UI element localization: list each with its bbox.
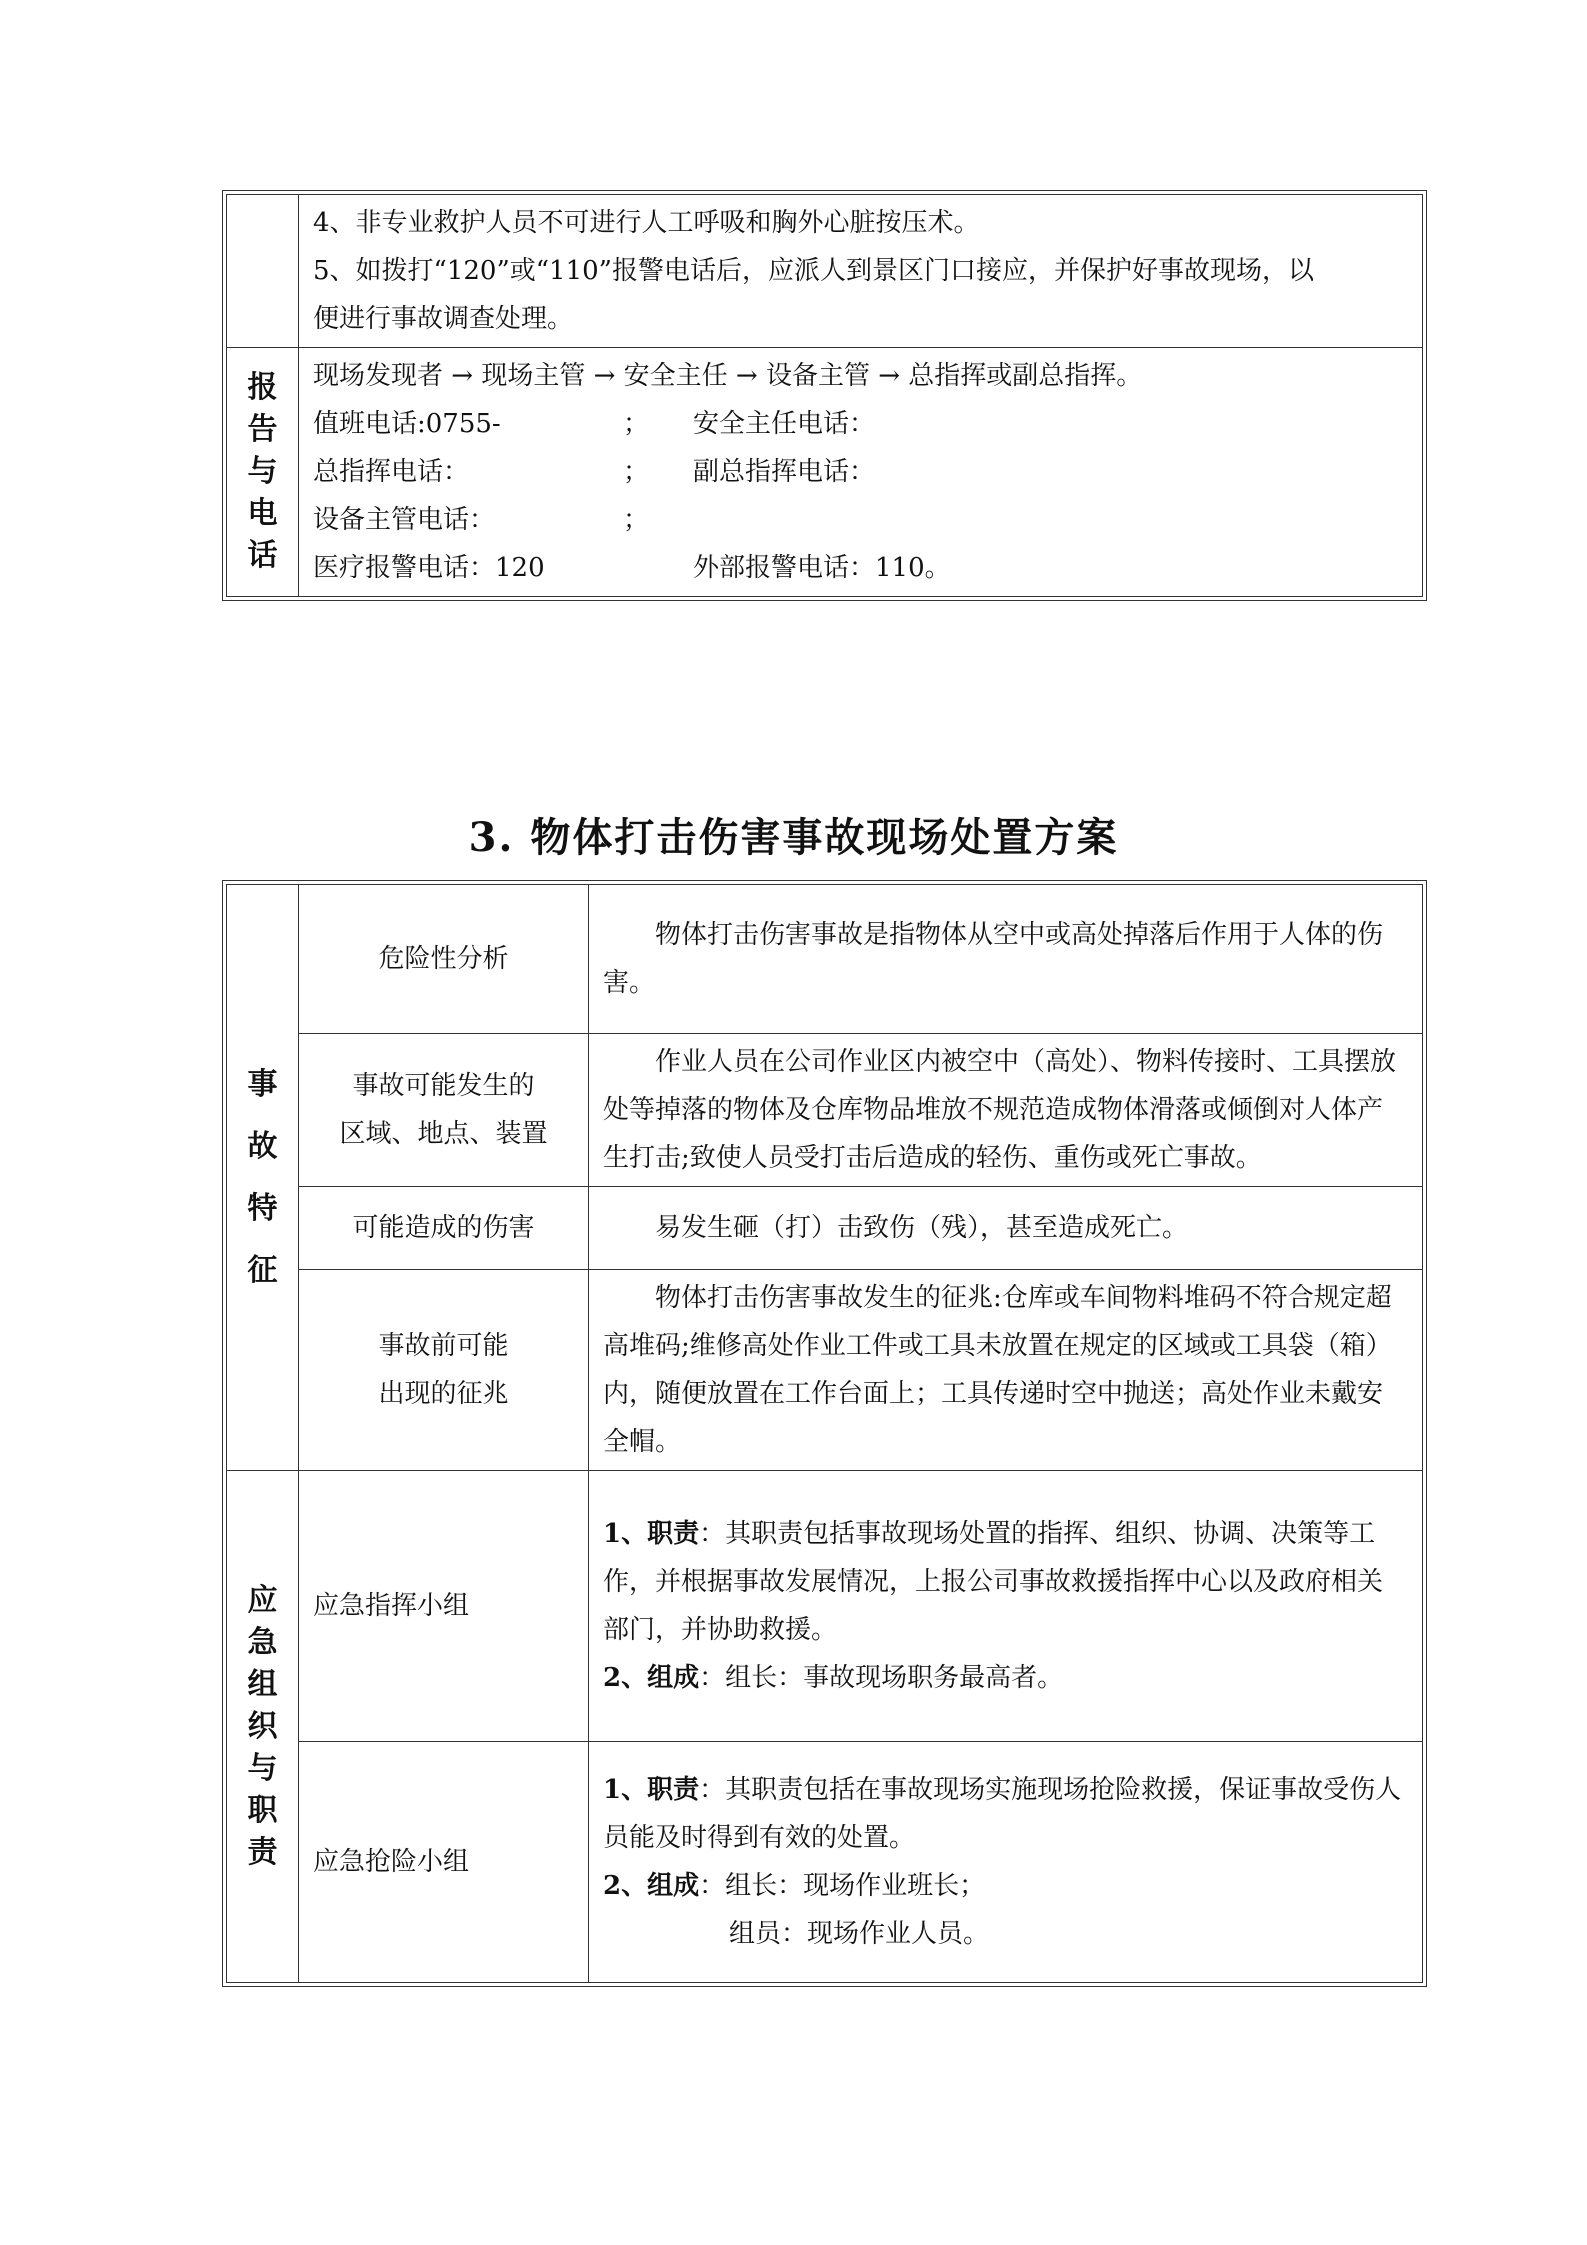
group-detail: [589, 1471, 1423, 1742]
row-name: 危险性分析: [299, 885, 589, 1034]
emergency-report-table: [226, 194, 1423, 597]
emergency-org-label: 应 急 组 织 与 职 责: [227, 1471, 299, 1983]
table-row: [227, 1471, 1423, 1742]
table-row: [227, 195, 1423, 348]
table-row: [227, 1270, 1423, 1471]
group-detail: [589, 1742, 1423, 1983]
row-text: 易发生砸（打）击致伤（残），甚至造成死亡。: [589, 1187, 1423, 1270]
table-row: [227, 1187, 1423, 1270]
empty-label-cell: [227, 195, 299, 348]
report-phone-cell: [299, 348, 1423, 597]
table-row: [227, 1034, 1423, 1187]
row-name: 事故可能发生的 区域、地点、装置: [299, 1034, 589, 1187]
instruction-line: 便进行事故调查处理。: [313, 304, 574, 334]
duty-paragraph: 1、职责：其职责包括事故现场处置的指挥、组织、协调、决策等工作，并根据事故发展情况，上报公司事故救援指挥中心以及政府相关部门，并协助救援。: [603, 1519, 1384, 1645]
phone-line: 值班电话:0755- ； 安全主任电话：: [313, 409, 876, 439]
accident-features-label: 事 故 特 征: [227, 885, 299, 1471]
row-text: 物体打击伤害事故是指物体从空中或高处掉落后作用于人体的伤害。: [589, 885, 1423, 1034]
group-name: 应急指挥小组: [299, 1471, 589, 1742]
duty-paragraph: 1、职责：其职责包括在事故现场实施现场抢险救援，保证事故受伤人员能及时得到有效的处置。: [603, 1775, 1402, 1853]
instruction-line: 5、如拨打“120”或“110”报警电话后，应派人到景区门口接应，并保护好事故现场，以: [313, 256, 1314, 286]
instruction-line: 4、非专业救护人员不可进行人工呼吸和胸外心脏按压术。: [313, 208, 980, 238]
section-title: 3. 物体打击伤害事故现场处置方案: [468, 814, 1119, 861]
row-name: 事故前可能 出现的征兆: [299, 1270, 589, 1471]
report-phone-label: 报 告 与 电 话: [227, 348, 299, 597]
phone-line: 设备主管电话： ；: [313, 505, 650, 535]
report-chain: 现场发现者 → 现场主管 → 安全主任 → 设备主管 → 总指挥或副总指挥。: [313, 361, 1143, 391]
phone-line: 总指挥电话： ； 副总指挥电话：: [313, 457, 876, 487]
disposal-plan-table: [226, 884, 1423, 1983]
group-name: 应急抢险小组: [299, 1742, 589, 1983]
row-name: 可能造成的伤害: [299, 1187, 589, 1270]
continuation-cell: [299, 195, 1423, 348]
phone-line: 医疗报警电话：120 外部报警电话：110。: [313, 553, 951, 583]
row-text: 物体打击伤害事故发生的征兆:仓库或车间物料堆码不符合规定超高堆码;维修高处作业工件或工具未放置在规定的区域或工具袋（箱）内，随便放置在工作台面上；工具传递时空中抛送；高处作业未戴安全帽。: [589, 1270, 1423, 1471]
table-row: [227, 885, 1423, 1034]
composition-paragraph: 2、组成：组长：现场作业班长；: [603, 1871, 986, 1901]
table-row: [227, 1742, 1423, 1983]
composition-paragraph: 2、组成：组长：事故现场职务最高者。: [603, 1663, 1064, 1693]
composition-members: 组员：现场作业人员。: [729, 1919, 990, 1949]
row-text: 作业人员在公司作业区内被空中（高处）、物料传接时、工具摆放处等掉落的物体及仓库物品堆放不规范造成物体滑落或倾倒对人体产生打击;致使人员受打击后造成的轻伤、重伤或死亡事故。: [589, 1034, 1423, 1187]
table-row: [227, 348, 1423, 597]
